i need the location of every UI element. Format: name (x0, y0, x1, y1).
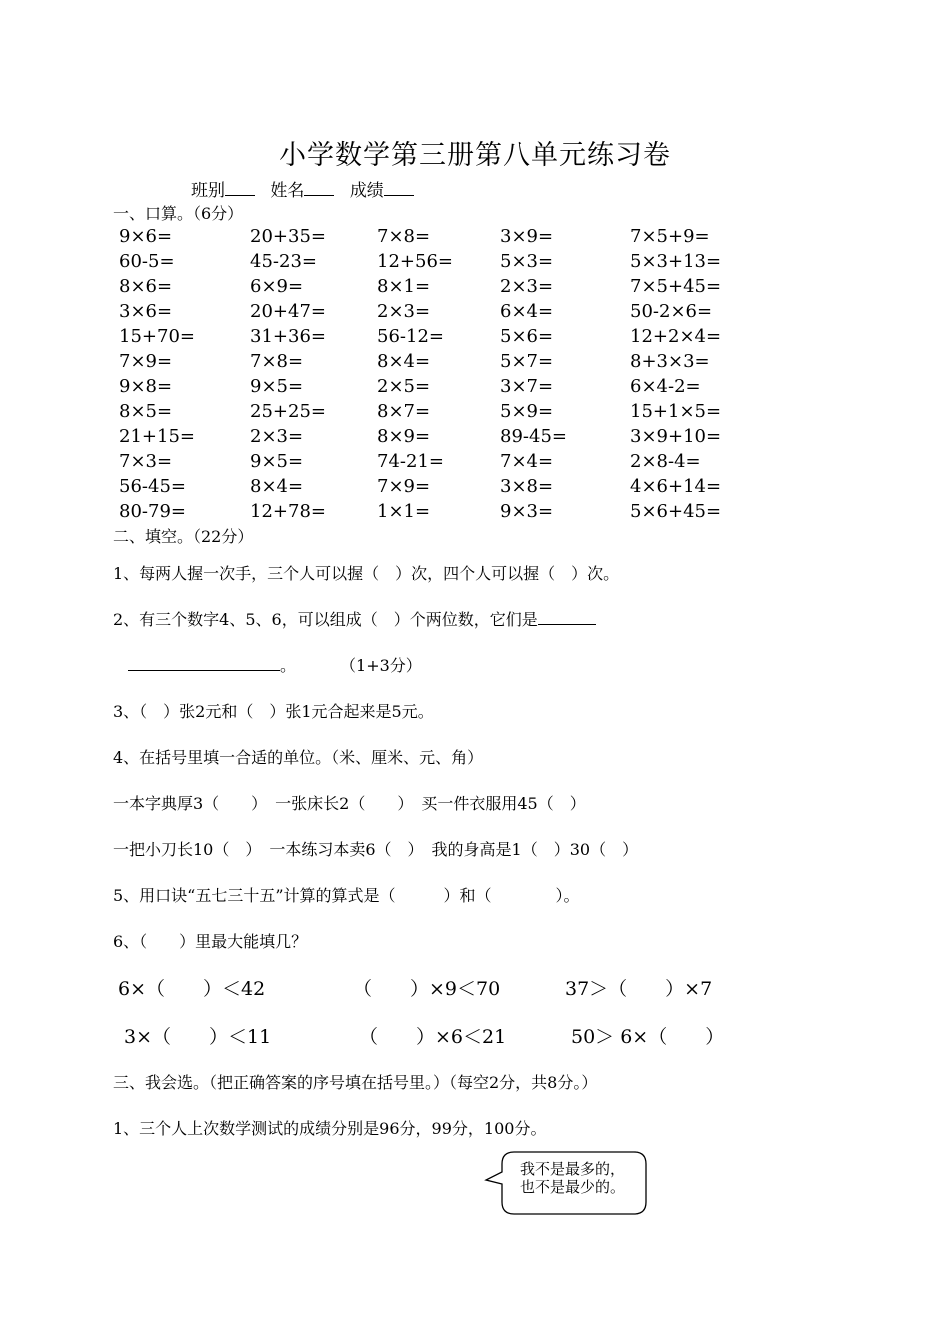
arithmetic-problem: 3×8= (500, 476, 554, 497)
inequality-3: 37＞（ ）×7 (565, 978, 713, 1000)
arithmetic-problem: 20+35= (250, 226, 326, 247)
arithmetic-problem: 89-45= (500, 426, 567, 447)
arithmetic-problem: 3×7= (500, 376, 554, 397)
arithmetic-problem: 56-12= (377, 326, 444, 347)
question-2-2-text: 2、有三个数字4、5、6，可以组成（ ）个两位数，它们是 (113, 610, 538, 629)
arithmetic-problem: 8×9= (377, 426, 431, 447)
arithmetic-problem: 6×4-2= (630, 376, 701, 397)
question-3-1: 1、三个人上次数学测试的成绩分别是96分，99分，100分。 (113, 1119, 547, 1138)
student-info (191, 176, 424, 201)
arithmetic-problem: 8×5= (119, 401, 173, 422)
arithmetic-problem: 8×7= (377, 401, 431, 422)
arithmetic-problem: 2×3= (500, 276, 554, 297)
arithmetic-problem: 7×3= (119, 451, 173, 472)
arithmetic-problem: 12+2×4= (630, 326, 722, 347)
speech-bubble-text (500, 1160, 645, 1196)
inequality-4: 3×（ ）＜11 (124, 1026, 272, 1048)
arithmetic-problem: 7×9= (119, 351, 173, 372)
arithmetic-problem: 6×9= (250, 276, 304, 297)
arithmetic-problem: 15+1×5= (630, 401, 722, 422)
page-title: 小学数学第三册第八单元练习卷 (279, 140, 671, 171)
section2-heading: 二、填空。（22分） (113, 527, 254, 546)
question-2-4-a: 一本字典厚3（ ） 一张床长2（ ） 买一件衣服用45（ ） (113, 794, 586, 813)
question-2-1: 1、每两人握一次手，三个人可以握（ ）次，四个人可以握（ ）次。 (113, 564, 620, 583)
answer-blank[interactable] (538, 608, 596, 625)
arithmetic-problem: 7×9= (377, 476, 431, 497)
section3-heading: 三、我会选。（把正确答案的序号填在括号里。）（每空2分，共8分。） (113, 1073, 598, 1092)
arithmetic-problem: 3×6= (119, 301, 173, 322)
question-2-5: 5、用口诀“五七三十五”计算的算式是（ ）和（ ）。 (113, 886, 580, 905)
question-2-2 (113, 607, 596, 630)
arithmetic-problem: 9×6= (119, 226, 173, 247)
arithmetic-problem: 20+47= (250, 301, 326, 322)
arithmetic-problem: 7×5+9= (630, 226, 710, 247)
arithmetic-problem: 2×3= (377, 301, 431, 322)
name-blank[interactable] (304, 179, 334, 196)
arithmetic-problem: 9×3= (500, 501, 554, 522)
question-2-4-b: 一把小刀长10（ ） 一本练习本卖6（ ） 我的身高是1（ ）30（ ） (113, 840, 639, 859)
section1-heading: 一、口算。（6分） (113, 204, 244, 223)
question-2-2-points: （1+3分） (348, 656, 422, 675)
name-label: 姓名 (270, 181, 305, 201)
arithmetic-problem: 2×3= (250, 426, 304, 447)
arithmetic-problem: 21+15= (119, 426, 195, 447)
arithmetic-problem: 7×8= (377, 226, 431, 247)
arithmetic-problem: 60-5= (119, 251, 175, 272)
arithmetic-problem: 1×1= (377, 501, 431, 522)
arithmetic-problem: 3×9+10= (630, 426, 722, 447)
arithmetic-problem: 5×7= (500, 351, 554, 372)
score-blank[interactable] (384, 179, 414, 196)
inequality-2: （ ）×9＜70 (353, 978, 501, 1000)
arithmetic-problem: 6×4= (500, 301, 554, 322)
arithmetic-problem: 15+70= (119, 326, 195, 347)
question-2-3: 3、（ ）张2元和（ ）张1元合起来是5元。 (113, 702, 434, 721)
question-2-6: 6、（ ）里最大能填几？ (113, 932, 308, 951)
question-2-4: 4、在括号里填一合适的单位。（米、厘米、元、角） (113, 748, 484, 767)
arithmetic-problem: 74-21= (377, 451, 444, 472)
arithmetic-problem: 9×8= (119, 376, 173, 397)
question-2-2-end: 。 (280, 656, 297, 675)
question-2-2-continued (128, 653, 422, 676)
score-label: 成绩 (349, 181, 384, 201)
arithmetic-problem: 9×5= (250, 376, 304, 397)
class-label: 班别 (191, 181, 225, 201)
arithmetic-problem: 8×4= (250, 476, 304, 497)
arithmetic-problem: 8×6= (119, 276, 173, 297)
answer-blank-long[interactable] (128, 654, 280, 671)
class-blank[interactable] (225, 179, 255, 196)
arithmetic-problem: 7×4= (500, 451, 554, 472)
arithmetic-problem: 2×5= (377, 376, 431, 397)
arithmetic-problem: 80-79= (119, 501, 186, 522)
arithmetic-problem: 7×5+45= (630, 276, 722, 297)
speech-bubble-line-1: 我不是最多的， (519, 1160, 625, 1178)
inequality-1: 6×（ ）＜42 (118, 978, 266, 1000)
arithmetic-problem: 5×6+45= (630, 501, 722, 522)
arithmetic-problem: 5×6= (500, 326, 554, 347)
inequality-6: 50＞ 6×（ ） (571, 1026, 725, 1048)
arithmetic-problem: 4×6+14= (630, 476, 722, 497)
arithmetic-problem: 25+25= (250, 401, 326, 422)
inequality-5: （ ）×6＜21 (359, 1026, 507, 1048)
arithmetic-problem: 5×9= (500, 401, 554, 422)
arithmetic-problem: 8×1= (377, 276, 431, 297)
speech-bubble-line-2: 也不是最少的。 (519, 1178, 625, 1196)
arithmetic-problem: 7×8= (250, 351, 304, 372)
arithmetic-problem: 45-23= (250, 251, 317, 272)
arithmetic-problem: 8+3×3= (630, 351, 710, 372)
arithmetic-problem: 8×4= (377, 351, 431, 372)
arithmetic-problem: 5×3+13= (630, 251, 722, 272)
arithmetic-problem: 2×8-4= (630, 451, 701, 472)
arithmetic-problem: 9×5= (250, 451, 304, 472)
arithmetic-problem: 56-45= (119, 476, 186, 497)
arithmetic-problem: 5×3= (500, 251, 554, 272)
arithmetic-problem: 50-2×6= (630, 301, 713, 322)
arithmetic-problem: 12+78= (250, 501, 326, 522)
arithmetic-problem: 31+36= (250, 326, 326, 347)
arithmetic-problem: 12+56= (377, 251, 453, 272)
arithmetic-problem: 3×9= (500, 226, 554, 247)
